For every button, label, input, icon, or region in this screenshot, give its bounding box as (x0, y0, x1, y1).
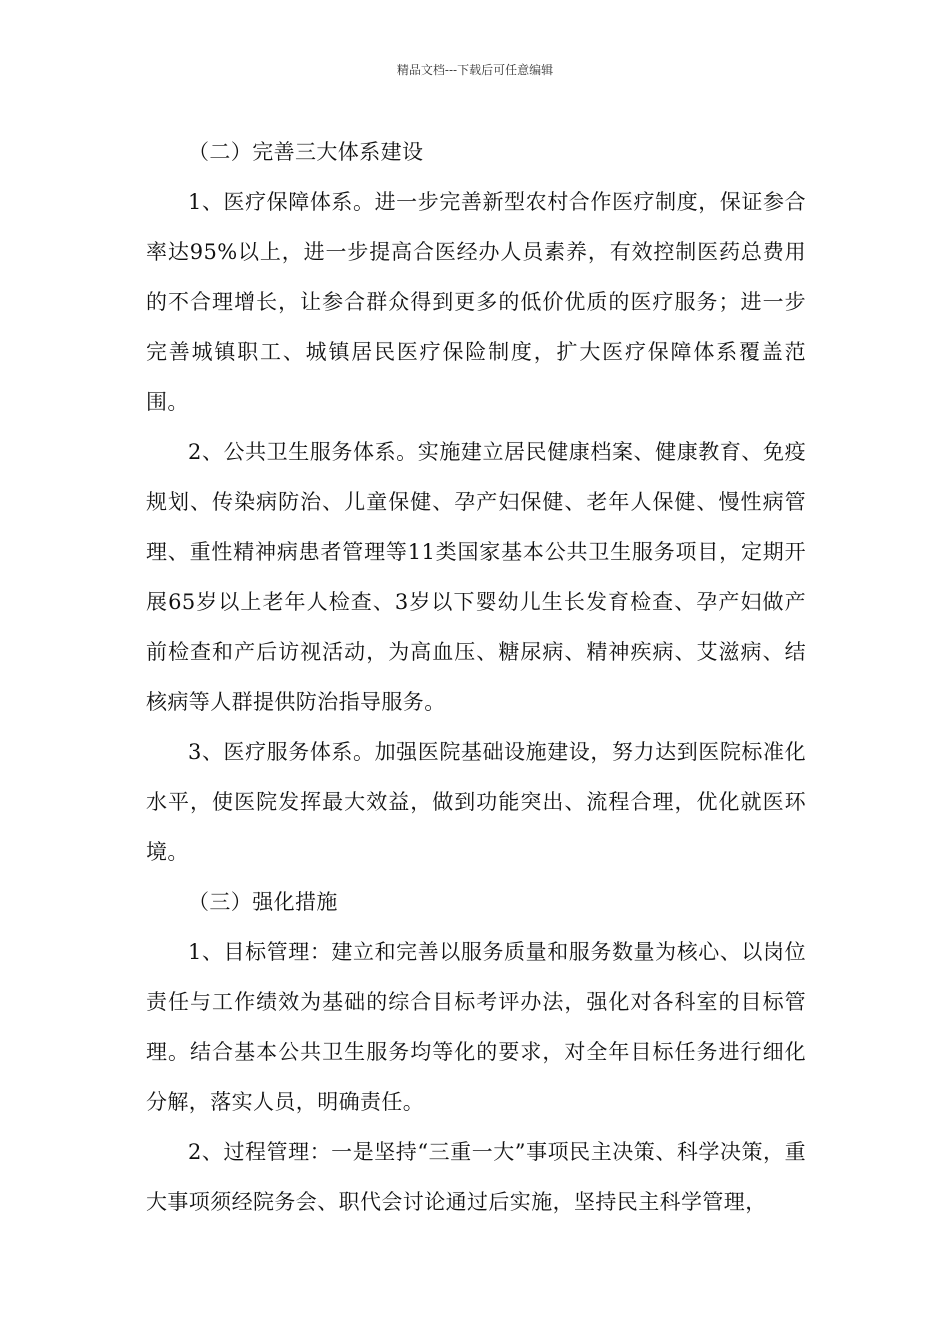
paragraph-process-management: 2、过程管理：一是坚持“三重一大”事项民主决策、科学决策，重大事项须经院务会、职代会讨论通过后实施，坚持民主科学管理， (146, 1140, 806, 1214)
page-header: 精品文档---下载后可任意编辑 (396, 63, 554, 77)
paragraph-medical-insurance: 1、医疗保障体系。进一步完善新型农村合作医疗制度，保证参合率达95%以上，进一步提高合医经办人员素养，有效控制医药总费用的不合理增长，让参合群众得到更多的低价优质的医疗服务；进一步完善城镇职工、城镇居民医疗保险制度，扩大医疗保障体系覆盖范围。 (146, 190, 806, 414)
paragraph-public-health: 2、公共卫生服务体系。实施建立居民健康档案、健康教育、免疫规划、传染病防治、儿童保健、孕产妇保健、老年人保健、慢性病管理、重性精神病患者管理等11类国家基本公共卫生服务项目，定期开展65岁以上老年人检查、3岁以下婴幼儿生长发育检查、孕产妇做产前检查和产后访视活动，为高血压、糖尿病、精神疾病、艾滋病、结核病等人群提供防治指导服务。 (146, 440, 806, 714)
section-heading-three: （三）强化措施 (188, 890, 338, 914)
paragraph-target-management: 1、目标管理：建立和完善以服务质量和服务数量为核心、以岗位责任与工作绩效为基础的综合目标考评办法，强化对各科室的目标管理。结合基本公共卫生服务均等化的要求，对全年目标任务进行细化分解，落实人员，明确责任。 (146, 940, 806, 1114)
section-heading-two: （二）完善三大体系建设 (188, 140, 424, 164)
document-body (146, 127, 806, 1227)
paragraph-medical-service: 3、医疗服务体系。加强医院基础设施建设，努力达到医院标准化水平，使医院发挥最大效益，做到功能突出、流程合理，优化就医环境。 (146, 740, 806, 864)
